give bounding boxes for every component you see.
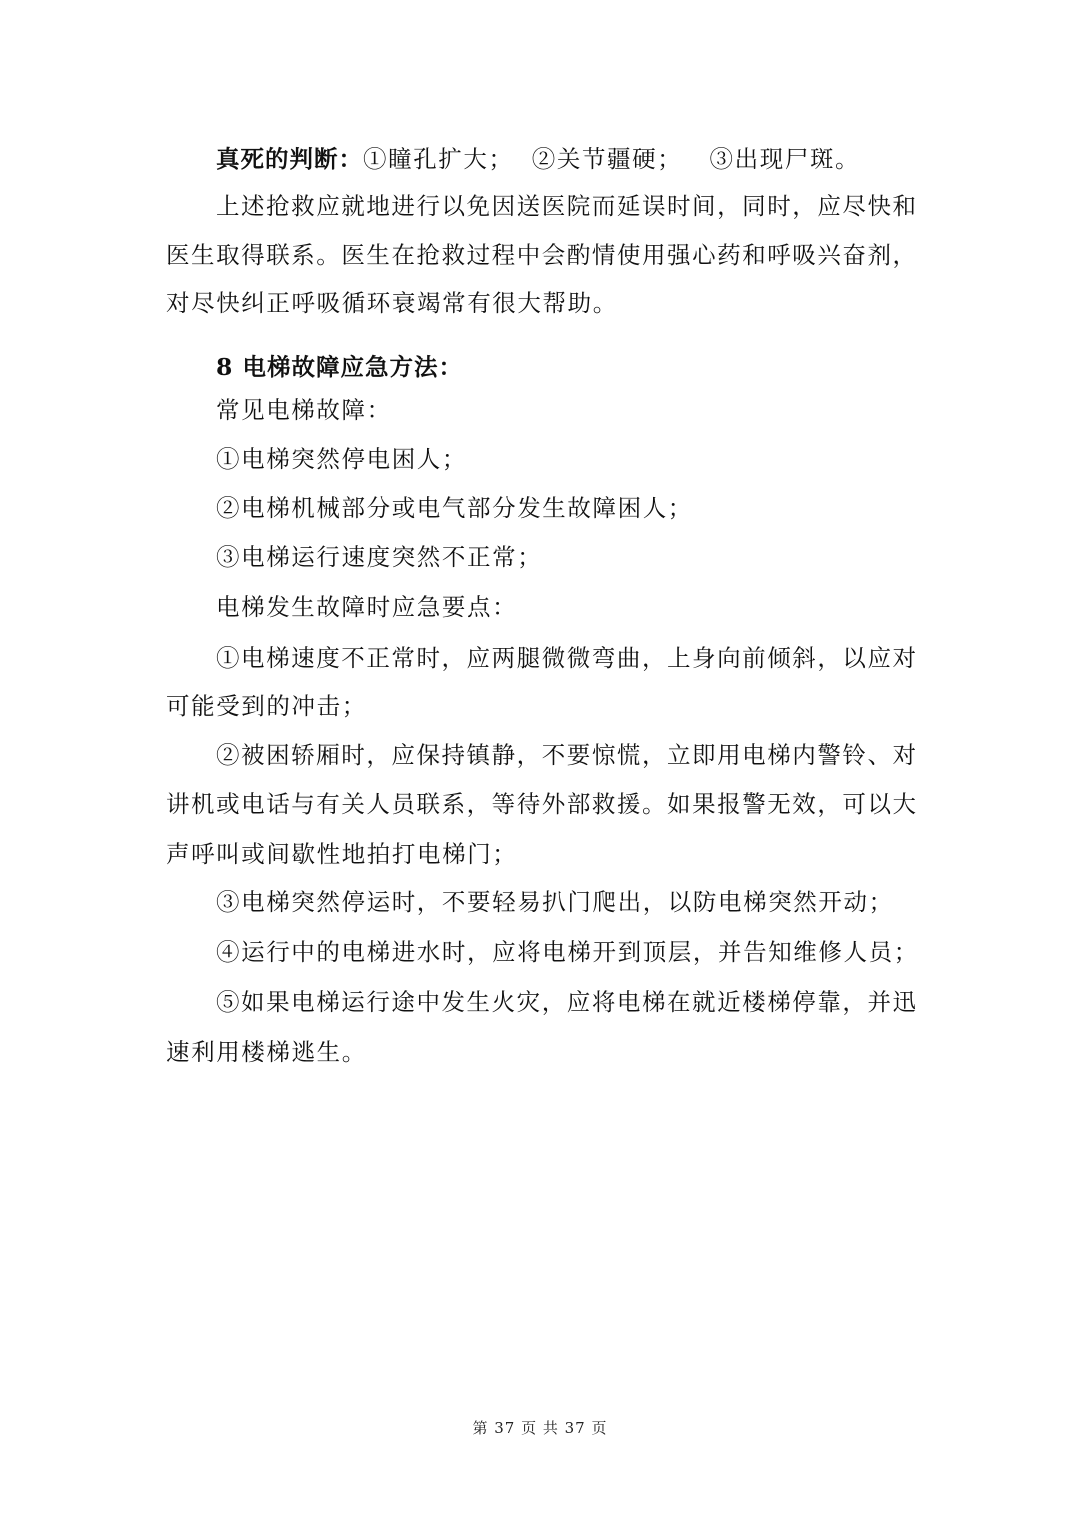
point-1-line-1: ①电梯速度不正常时，应两腿微微弯曲，上身向前倾斜，以应对 — [216, 644, 916, 672]
common-fault-item-3: ③电梯运行速度突然不正常； — [216, 543, 543, 571]
point-5-line-2: 速利用楼梯逃生。 — [166, 1038, 367, 1066]
point-2-line-2: 讲机或电话与有关人员联系，等待外部救援。如果报警无效，可以大 — [166, 790, 916, 818]
page-footer: 第 37 页 共 37 页 — [472, 1419, 608, 1437]
section-title: 8 电梯故障应急方法： — [216, 353, 464, 381]
emergency-points-label: 电梯发生故障时应急要点： — [216, 593, 518, 621]
death-judgement-line — [216, 144, 916, 174]
death-judgement-label: 真死的判断： — [216, 145, 363, 173]
rescue-paragraph-line-3: 对尽快纠正呼吸循环衰竭常有很大帮助。 — [166, 289, 618, 317]
common-faults-label: 常见电梯故障： — [216, 396, 392, 424]
point-4: ④运行中的电梯进水时，应将电梯开到顶层，并告知维修人员； — [216, 938, 919, 966]
point-3: ③电梯突然停运时，不要轻易扒门爬出，以防电梯突然开动； — [216, 888, 894, 916]
common-fault-item-1: ①电梯突然停电困人； — [216, 445, 467, 473]
point-2-line-1: ②被困轿厢时，应保持镇静，不要惊慌，立即用电梯内警铃、对 — [216, 741, 916, 769]
rescue-paragraph-line-1: 上述抢救应就地进行以免因送医院而延误时间，同时，应尽快和 — [216, 192, 916, 220]
point-1-line-2: 可能受到的冲击； — [166, 692, 367, 720]
rescue-paragraph-line-2: 医生取得联系。医生在抢救过程中会酌情使用强心药和呼吸兴奋剂， — [166, 241, 916, 269]
point-2-line-3: 声呼叫或间歇性地拍打电梯门； — [166, 840, 518, 868]
death-judgement-content: ①瞳孔扩大； ②关节疆硬； ③出现尸斑。 — [363, 145, 861, 173]
point-5-line-1: ⑤如果电梯运行途中发生火灾，应将电梯在就近楼梯停靠，并迅 — [216, 988, 916, 1016]
common-fault-item-2: ②电梯机械部分或电气部分发生故障困人； — [216, 494, 693, 522]
